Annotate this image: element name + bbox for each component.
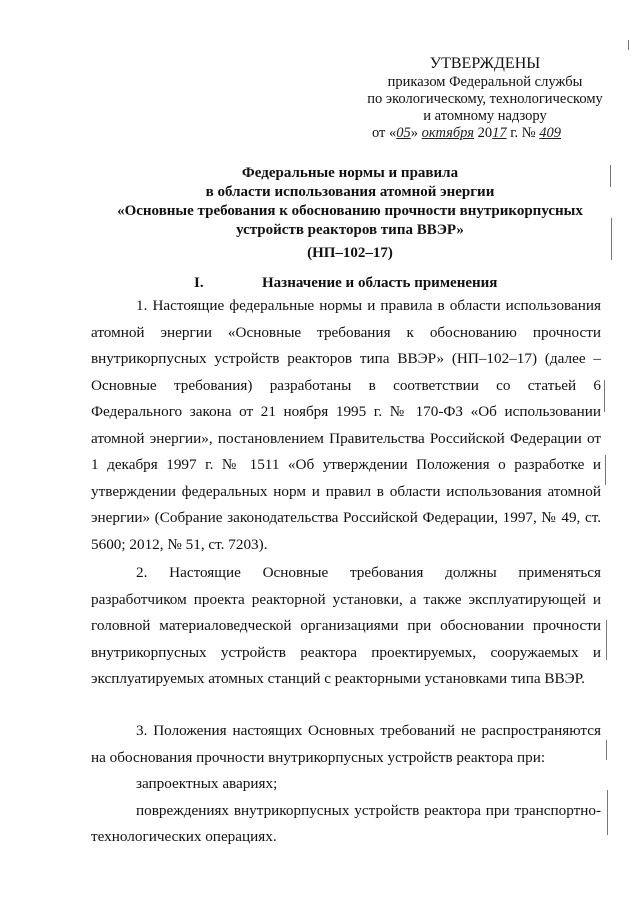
approval-stamp xyxy=(350,54,620,142)
scan-edge-mark xyxy=(606,740,607,760)
handwritten-order-number: 409 xyxy=(539,125,562,141)
scan-edge-mark xyxy=(607,790,608,835)
paragraph-3 xyxy=(91,718,601,771)
list-item: запроектных авариях; xyxy=(136,775,278,792)
title-line-4: устройств реакторов типа ВВЭР» xyxy=(236,222,464,238)
paragraph-1 xyxy=(91,293,601,558)
section-title: Назначение и область применения xyxy=(262,275,498,291)
approval-date-line xyxy=(350,125,620,142)
approval-line-2: по экологическому, технологическому xyxy=(367,91,603,107)
handwritten-year: 17 xyxy=(492,125,507,141)
date-day-close: » xyxy=(410,125,422,141)
scan-edge-mark xyxy=(605,455,606,485)
title-line-1: Федеральные нормы и правила xyxy=(241,165,459,181)
document-title xyxy=(90,164,610,240)
scan-edge-mark xyxy=(604,380,605,412)
approval-heading: УТВЕРЖДЕНЫ xyxy=(429,55,541,72)
handwritten-day: 05 xyxy=(396,125,411,141)
order-label: г. № xyxy=(506,125,540,141)
scan-edge-mark xyxy=(606,620,607,660)
approval-line-1: приказом Федеральной службы xyxy=(387,74,583,90)
year-prefix: 20 xyxy=(473,125,493,141)
paragraph-3-text: 3. Положения настоящих Основных требований не распространяются на обоснования прочности внутрикорпусных устройств реактора при: xyxy=(91,722,601,766)
exceptions-list xyxy=(91,771,601,851)
approval-line-3: и атомному надзору xyxy=(423,108,547,124)
scan-edge-mark xyxy=(610,165,611,187)
paragraph-2-text: 2. Настоящие Основные требования должны применяться разработчиком проекта реакторной установки, а также эксплуатирующей и головной материаловедческой организациями при обосновании прочности внутрикорпусных устройств реактора проектируемых, сооружаемых и эксплуатируемых атомных станций с реакторными установками типа ВВЭР. xyxy=(91,564,601,687)
paragraph-2 xyxy=(91,560,601,693)
section-number: I. xyxy=(194,275,204,291)
document-code: (НП–102–17) xyxy=(307,245,393,261)
list-item: повреждениях внутрикорпусных устройств реактора при транспортно-технологических операциях. xyxy=(91,801,601,845)
title-line-2: в области использования атомной энергии xyxy=(205,184,495,200)
handwritten-month: октября xyxy=(421,125,474,141)
title-line-3: «Основные требования к обоснованию прочности внутрикорпусных xyxy=(117,203,583,219)
scan-edge-mark xyxy=(611,218,612,260)
paragraph-1-text: 1. Настоящие федеральные нормы и правила в области использования атомной энергии «Основные требования к обоснованию прочности внутрикорпусных устройств реакторов типа ВВЭР» (НП–102–17) (далее – Основные требования) разработаны в соответствии со статьей 6 Федерального закона от 21 ноября 1995 г. № 170-ФЗ «Об использовании атомной энергии», постановлением Правительства Российской Федерации от 1 декабря 1997 г. № 1511 «Об утверждении Положения о разработке и утверждении федеральных норм и правил в области использования атомной энергии» (Собрание законодательства Российской Федерации, 1997, № 49, ст. 5600; 2012, № 51, ст. 7203). xyxy=(91,297,601,553)
scan-edge-mark xyxy=(628,40,629,50)
section-heading xyxy=(194,275,497,292)
date-prefix: от « xyxy=(372,125,397,141)
